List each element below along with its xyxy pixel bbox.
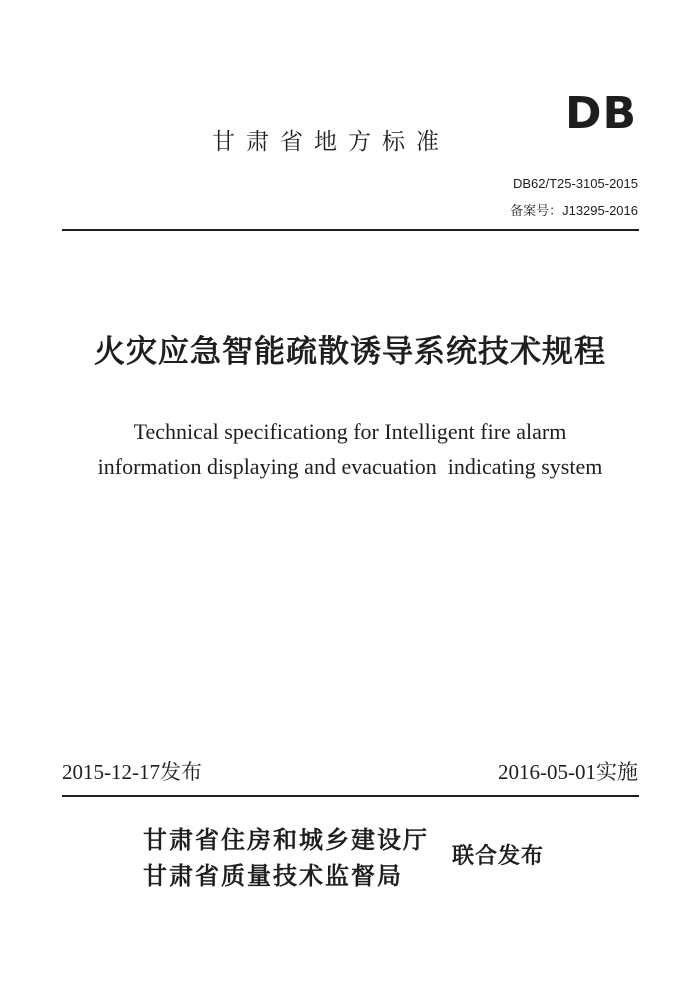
- issue-date: 2015-12-17发布: [62, 760, 202, 784]
- publisher-1: 甘肃省住房和城乡建设厅: [143, 826, 429, 854]
- english-title-line-2: information displaying and evacuation indicating system: [97, 454, 603, 479]
- joint-release-label: 联合发布: [452, 844, 545, 869]
- publisher-2: 甘肃省质量技术监督局: [143, 862, 403, 890]
- top-divider: [62, 229, 639, 231]
- document-title-english: [0, 414, 700, 484]
- filing-number: 备案号：J13295-2016: [510, 203, 638, 218]
- bottom-divider: [62, 795, 639, 797]
- db-logo: DB: [564, 88, 637, 139]
- document-title-chinese: 火灾应急智能疏散诱导系统技术规程: [94, 334, 606, 370]
- english-title-line-1: Technical specificationg for Intelligent fire alarm: [133, 419, 567, 444]
- standard-number: DB62/T25-3105-2015: [512, 176, 638, 191]
- standard-category: 甘肃省地方标准: [212, 129, 450, 155]
- implementation-date: 2016-05-01实施: [498, 760, 638, 784]
